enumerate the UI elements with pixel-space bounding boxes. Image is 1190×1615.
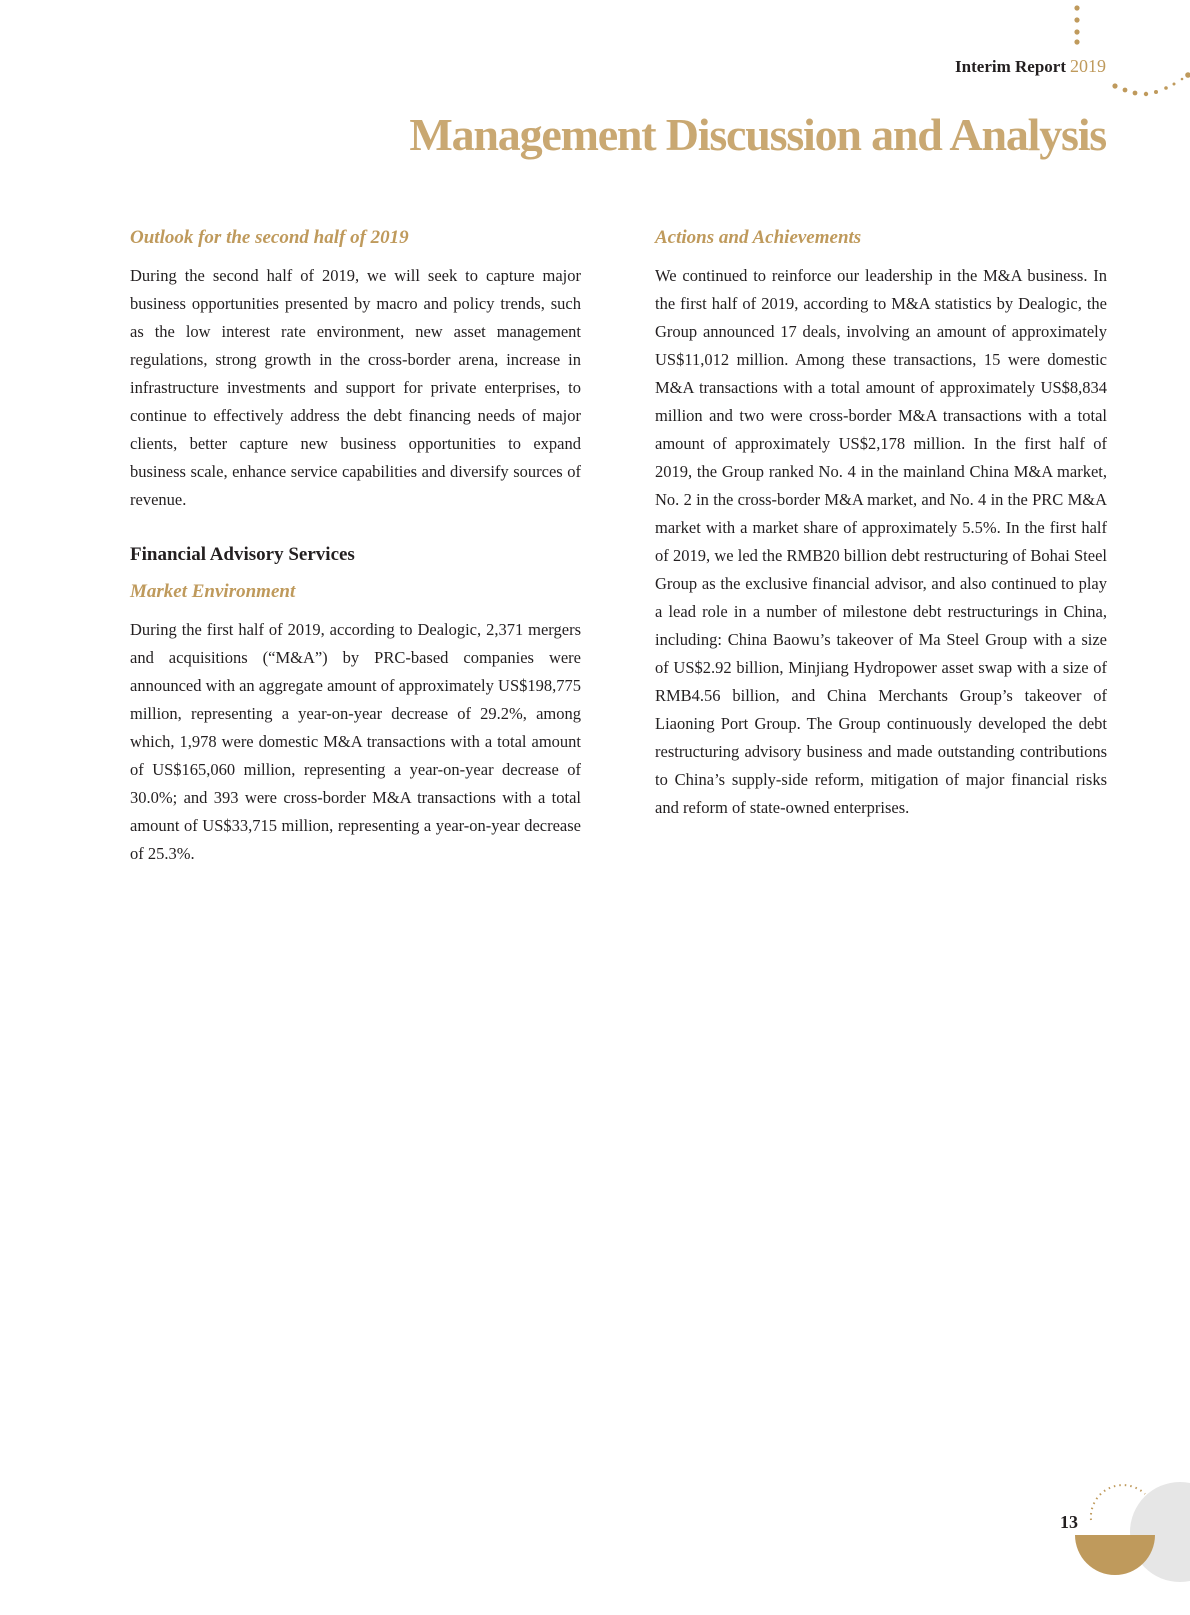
outlook-heading: Outlook for the second half of 2019: [130, 227, 409, 248]
actions-heading: Actions and Achievements: [655, 227, 862, 248]
report-header: [955, 56, 1106, 77]
actions-paragraph: We continued to reinforce our leadership in the M&A business. In the first half of 2019, according to M&A statistics by Dealogic, the Group announced 17 deals, involving an amount of approximately US$11,012 million. Among these transactions, 15 were domestic M&A transactions with a total amount of approximately US$8,834 million and two were cross-border M&A transactions with a total amount of approximately US$2,178 million. In the first half of 2019, the Group ranked No. 4 in the mainland China M&A market, No. 2 in the cross-border M&A market, and No. 4 in the PRC M&A market with a market share of approximately 5.5%. In the first half of 2019, we led the RMB20 billion debt restructuring of Bohai Steel Group as the exclusive financial advisor, and also continued to play a lead role in a number of milestone debt restructurings in China, including: China Baowu’s takeover of Ma Steel Group with a size of US$2.92 billion, Minjiang Hydropower asset swap with a size of RMB4.56 billion, and China Merchants Group’s takeover of Liaoning Port Group. The Group continuously developed the debt restructuring advisory business and made outstanding contributions to China’s supply-side reform, mitigation of major financial risks and reform of state-owned enterprises.: [655, 266, 1107, 817]
left-column: [130, 222, 581, 868]
page-number: 13: [1060, 1512, 1078, 1532]
decorative-dot-arc: [1060, 0, 1190, 110]
report-year: 2019: [1070, 56, 1106, 76]
market-environment-paragraph: During the first half of 2019, according to Dealogic, 2,371 mergers and acquisitions (“M&A”) by PRC-based companies were announced with an aggregate amount of approximately US$198,775 million, representing a year-on-year decrease of 29.2%, among which, 1,978 were domestic M&A transactions with a total amount of US$165,060 million, representing a year-on-year decrease of 30.0%; and 393 were cross-border M&A transactions with a total amount of US$33,715 million, representing a year-on-year decrease of 25.3%.: [130, 620, 581, 863]
decorative-circles: [1070, 1470, 1190, 1615]
right-column: [655, 222, 1107, 822]
report-label: Interim Report: [955, 57, 1066, 76]
page-title: Management Discussion and Analysis: [409, 109, 1106, 160]
section-heading: Financial Advisory Services: [130, 544, 355, 565]
outlook-paragraph: During the second half of 2019, we will seek to capture major business opportunities presented by macro and policy trends, such as the low interest rate environment, new asset management regulations, strong growth in the cross-border arena, increase in infrastructure investments and support for private enterprises, to continue to effectively address the debt financing needs of major clients, better capture new business opportunities to expand business scale, enhance service capabilities and diversify sources of revenue.: [130, 266, 581, 509]
market-environment-heading: Market Environment: [130, 581, 296, 602]
